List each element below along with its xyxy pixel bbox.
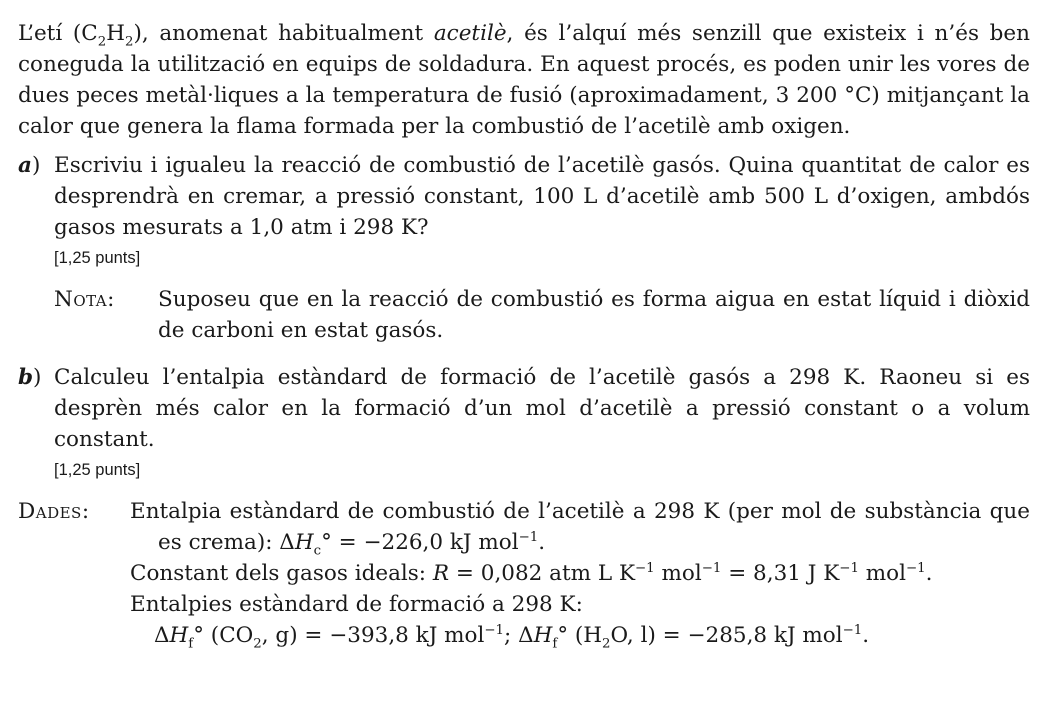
formula-sub-h: 2 <box>124 34 134 50</box>
data-formation-values <box>130 620 1030 651</box>
data-line2-mid1: mol <box>654 561 702 586</box>
data-line2-exp4: −1 <box>905 560 926 576</box>
intro-text-1: L’etí (C <box>18 21 98 46</box>
question-a <box>18 150 1030 346</box>
data-line4-exp2: −1 <box>842 622 863 638</box>
data-line4-d: ° (H <box>557 623 603 648</box>
data-line4-co2-sub: 2 <box>253 636 262 652</box>
data-line1-val: ° = −226,0 kJ mol <box>321 530 519 555</box>
data-line4-h2o-sub: 2 <box>602 636 611 652</box>
data-gas-constant <box>130 558 1030 589</box>
question-b-body <box>54 362 1030 482</box>
data-line2-text: Constant dels gasos ideals: <box>130 561 433 586</box>
intro-italic-word: acetilè <box>433 21 507 46</box>
note-label: Nota: <box>54 287 115 312</box>
data-line2-exp2: −1 <box>701 560 722 576</box>
question-a-label <box>18 150 54 346</box>
data-formation-heading: Entalpies estàndard de formació a 298 K: <box>130 592 583 617</box>
question-b-text: Calculeu l’entalpia estàndard de formació de l’acetilè gasós a 298 K. Raoneu si es desprèn més calor en la formació d’un mol d’acetilè a pressió constant o a volum constant. <box>54 365 1030 452</box>
data-line4-sub1: f <box>188 636 194 652</box>
data-line4-a: ° (CO <box>193 623 254 648</box>
question-a-note <box>54 284 1030 346</box>
data-line2-mid2: mol <box>858 561 906 586</box>
data-line2-val2: = 8,31 J K <box>721 561 840 586</box>
question-b-paren: ) <box>33 365 42 390</box>
data-line1-h: H <box>294 530 314 555</box>
intro-paragraph <box>18 18 1030 142</box>
question-b-letter: b <box>18 365 34 390</box>
data-line2-r: R <box>432 561 450 586</box>
intro-text-2: H <box>106 21 125 46</box>
data-label: Dades: <box>18 499 90 524</box>
data-body <box>130 496 1030 651</box>
data-line4-b: , g) = −393,8 kJ mol <box>261 623 485 648</box>
exam-page <box>18 18 1030 651</box>
data-line1-text: Entalpia estàndard de combustió de l’acetilè a 298 K (per mol de substància que es crema): Δ <box>130 499 1030 555</box>
question-a-points: [1,25 punts] <box>54 249 141 267</box>
data-line2-exp1: −1 <box>635 560 655 576</box>
data-line1-end: . <box>538 530 546 555</box>
data-section <box>18 496 1030 651</box>
data-line4-sub2: f <box>552 636 558 652</box>
data-line2-val1: = 0,082 atm L K <box>449 561 636 586</box>
data-line4-e: O, l) = −285,8 kJ mol <box>610 623 843 648</box>
question-a-body <box>54 150 1030 346</box>
question-b-label <box>18 362 54 482</box>
question-a-letter: a <box>18 153 32 178</box>
question-a-text: Escriviu i igualeu la reacció de combustió de l’acetilè gasós. Quina quantitat de calor es desprendrà en cremar, a pressió constant, 100 L d’acetilè amb 500 L d’oxigen, ambdós gasos mesurats a 1,0 atm i 298 K? <box>54 153 1030 240</box>
data-line4-exp1: −1 <box>484 622 505 638</box>
data-combustion-enthalpy <box>130 496 1030 558</box>
data-line4-h2: H <box>533 623 553 648</box>
question-b-points: [1,25 punts] <box>54 461 141 479</box>
data-line4-delta1: Δ <box>154 623 170 648</box>
question-a-paren: ) <box>31 153 41 178</box>
data-line2-end: . <box>925 561 933 586</box>
data-line1-sub: c <box>313 543 322 559</box>
data-line4-c: ; Δ <box>504 623 534 648</box>
data-line4-h1: H <box>169 623 189 648</box>
question-b <box>18 362 1030 482</box>
intro-text-3: ), anomenat habitualment <box>133 21 434 46</box>
formula-sub-c: 2 <box>97 34 107 50</box>
data-line4-end: . <box>862 623 870 648</box>
intro-text-4: , és l’alquí més senzill que existeix i n’és ben coneguda la utilització en equips de soldadura. En aquest procés, es poden unir les vores de dues peces metàl·liques a la temperatura de fusió (aproximadament, 3 200 °C) mitjançant la calor que genera la flama formada per la combustió de l’acetilè amb oxigen. <box>18 21 1030 139</box>
note-text: Suposeu que en la reacció de combustió es forma aigua en estat líquid i diòxid de carboni en estat gasós. <box>158 287 1030 343</box>
data-line2-exp3: −1 <box>839 560 859 576</box>
data-line1-exp: −1 <box>518 529 539 545</box>
